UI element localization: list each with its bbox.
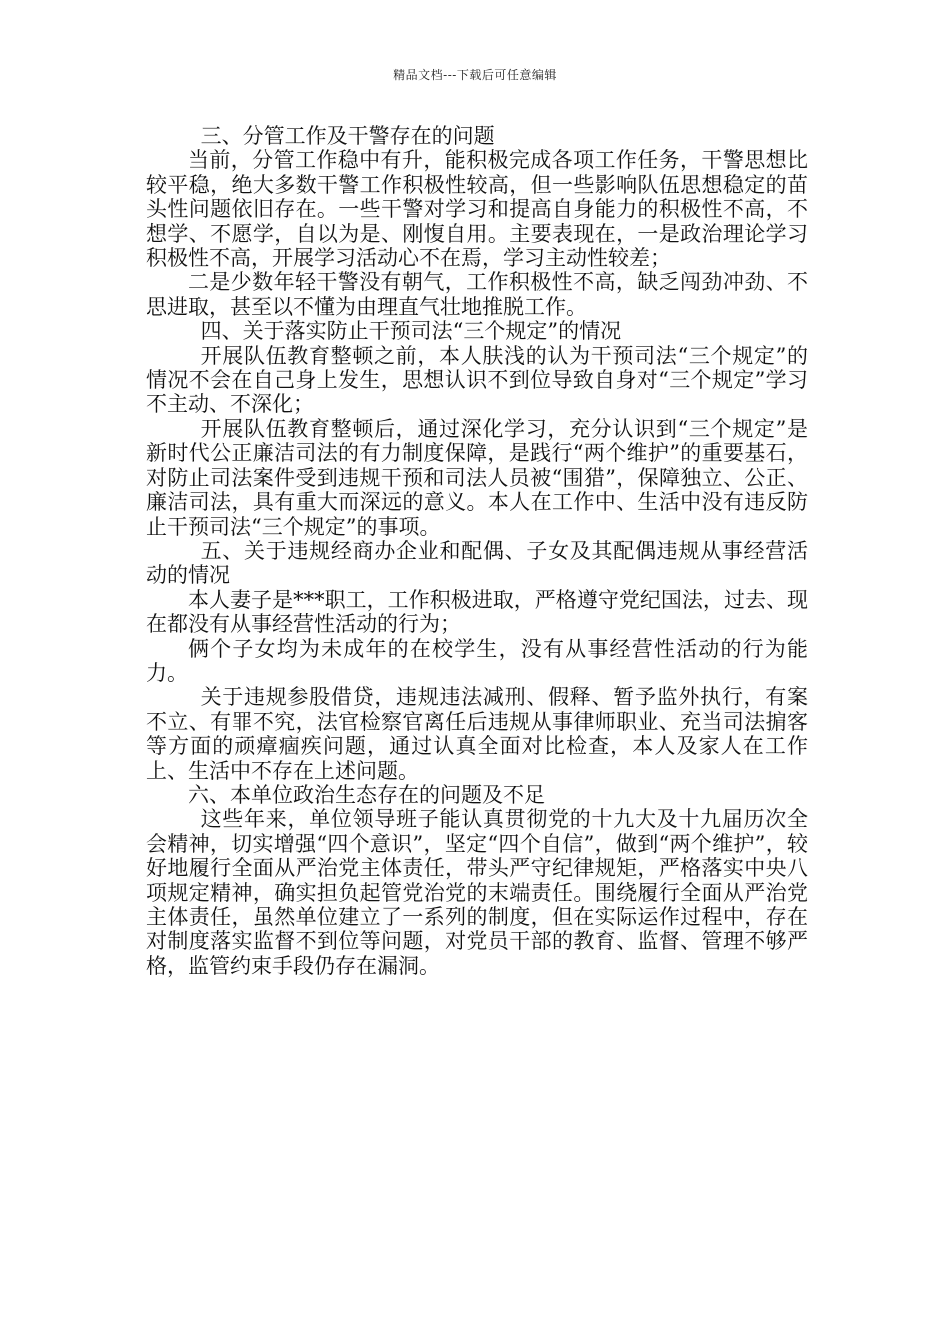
section-heading-4: 四、关于落实防止干预司法“三个规定”的情况 (200, 319, 622, 344)
paragraph: 关于违规参股借贷，违规违法减刑、假释、暂予监外执行，有案不立、有罪不究，法官检察官离任后违规从事律师职业、充当司法掮客等方面的顽瘴痼疾问题，通过认真全面对比检查，本人及家人在工作上、生活中不存在上述问题。 (146, 685, 808, 783)
paragraph: 二是少数年轻干警没有朝气，工作积极性不高，缺乏闯劲冲劲、不思进取，甚至以不懂为由理直气壮地推脱工作。 (146, 270, 808, 319)
page-header: 精品文档---下载后可任意编辑 (393, 68, 557, 82)
section-heading-5: 五、关于违规经商办企业和配偶、子女及其配偶违规从事经营活动的情况 (146, 538, 808, 588)
paragraph: 这些年来，单位领导班子能认真贯彻党的十九大及十九届历次全会精神，切实增强“四个意识”，坚定“四个自信”，做到“两个维护”，较好地履行全面从严治党主体责任，带头严守纪律规矩，严格落实中央八项规定精神，确实担负起管党治党的末端责任。围绕履行全面从严治党主体责任，虽然单位建立了一系列的制度，但在实际运作过程中，存在对制度落实监督不到位等问题，对党员干部的教育、监督、管理不够严格，监管约束手段仍存在漏洞。 (146, 807, 808, 978)
paragraph: 本人妻子是***职工，工作积极进取，严格遵守党纪国法，过去、现在都没有从事经营性活动的行为； (146, 587, 808, 637)
section-heading-6: 六、本单位政治生态存在的问题及不足 (188, 782, 545, 807)
paragraph: 开展队伍教育整顿之前，本人肤浅的认为干预司法“三个规定”的情况不会在自己身上发生，思想认识不到位导致自身对“三个规定”学习不主动、不深化； (146, 343, 808, 417)
document-body (146, 124, 808, 978)
paragraph: 开展队伍教育整顿后，通过深化学习，充分认识到“三个规定”是新时代公正廉洁司法的有力制度保障，是践行“两个维护”的重要基石，对防止司法案件受到违规干预和司法人员被“围猎”，保障独立、公正、廉洁司法，具有重大而深远的意义。本人在工作中、生活中没有违反防止干预司法“三个规定”的事项。 (146, 416, 808, 539)
paragraph: 当前，分管工作稳中有升，能积极完成各项工作任务，干警思想比较平稳，绝大多数干警工作积极性较高，但一些影响队伍思想稳定的苗头性问题依旧存在。一些干警对学习和提高自身能力的积极性不高，不想学、不愿学，自以为是、刚愎自用。主要表现在，一是政治理论学习积极性不高，开展学习活动心不在焉，学习主动性较差； (146, 148, 808, 271)
section-heading-3: 三、分管工作及干警存在的问题 (200, 124, 495, 148)
paragraph: 俩个子女均为未成年的在校学生，没有从事经营性活动的行为能力。 (146, 636, 808, 685)
